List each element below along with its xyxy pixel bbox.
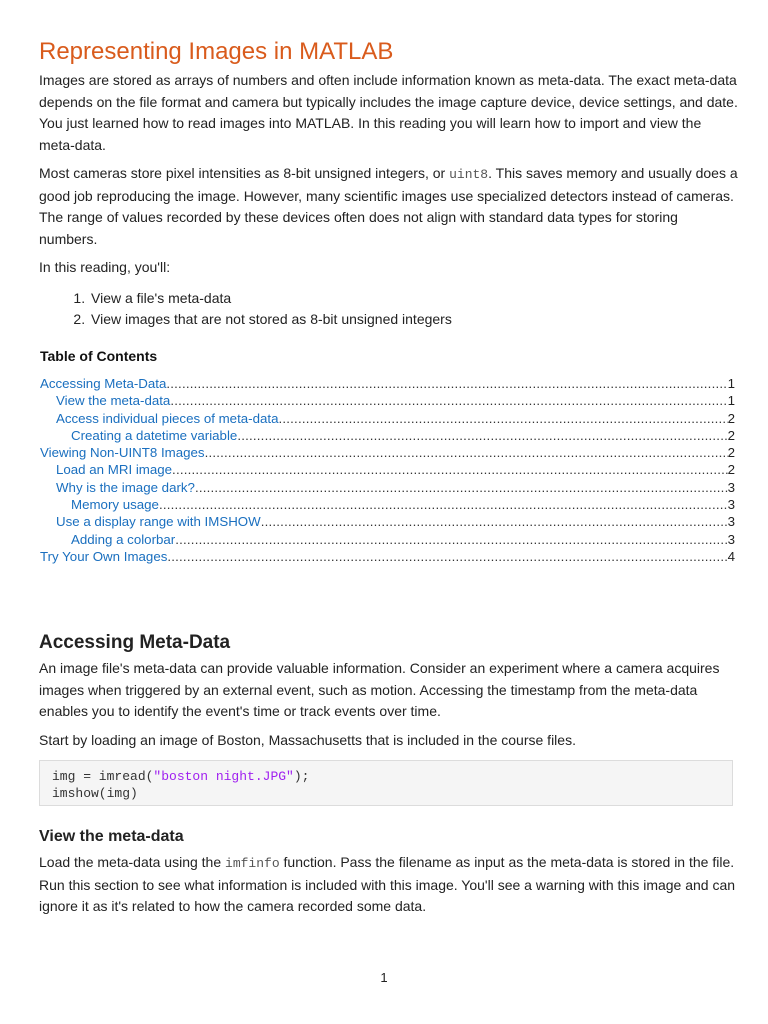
- toc-leader-dots: [167, 548, 727, 565]
- toc-link[interactable]: Load an MRI image: [56, 462, 173, 478]
- code-line: imshow(img): [52, 786, 138, 801]
- intro-paragraph-1: Images are stored as arrays of numbers and often include information known as meta-data. The exact meta-data depends on the file format and camera but typically includes the image capture device, device settings, and date. You just learned how to read images into MATLAB. In this reading you will learn how to import and view the meta-data.: [39, 72, 738, 153]
- toc-leader-dots: [172, 461, 728, 478]
- toc-row: [40, 496, 735, 513]
- toc-leader-dots: [175, 531, 727, 548]
- toc-link[interactable]: Memory usage: [71, 497, 159, 513]
- toc-row: [40, 531, 735, 548]
- toc-link[interactable]: Adding a colorbar: [71, 531, 176, 547]
- page-title: Representing Images in MATLAB: [39, 38, 394, 65]
- toc-row: [40, 479, 735, 496]
- intro-paragraph-2: Most cameras store pixel intensities as 8-bit unsigned integers, or uint8. This saves memory and usually does a good job reproducing the image. However, many scientific images use specialized detectors instead of cameras. The range of values recorded by these devices often does not align with standard data types for storing numbers.: [39, 165, 738, 247]
- toc-leader-dots: [166, 375, 727, 392]
- toc-page-number: 3: [727, 531, 735, 547]
- toc-page-number: 2: [727, 427, 735, 443]
- toc-page-number: 2: [727, 462, 735, 478]
- toc-page-number: 1: [727, 393, 735, 409]
- toc-link[interactable]: Viewing Non-UINT8 Images: [40, 445, 205, 461]
- section1-paragraph-2: Start by loading an image of Boston, Massachusetts that is included in the course files.: [39, 732, 576, 748]
- toc-link[interactable]: Creating a datetime variable: [71, 427, 238, 443]
- toc-row: [40, 444, 735, 461]
- toc-leader-dots: [261, 513, 728, 530]
- list-item: 2. View images that are not stored as 8-bit unsigned integers: [89, 309, 452, 330]
- toc-link[interactable]: Why is the image dark?: [56, 479, 195, 495]
- toc-title: Table of Contents: [40, 348, 158, 364]
- subsection-heading-view-meta-data: View the meta-data: [39, 828, 184, 845]
- inline-code-imfinfo: imfinfo: [225, 856, 280, 871]
- page-number: 1: [380, 970, 388, 985]
- toc-page-number: 2: [727, 445, 735, 461]
- toc-page-number: 3: [727, 497, 735, 513]
- code-line: img = imread("boston night.JPG");: [52, 769, 310, 784]
- section-heading-accessing-meta-data: Accessing Meta-Data: [39, 632, 231, 653]
- toc-row: [40, 427, 735, 444]
- toc-link[interactable]: Accessing Meta-Data: [40, 376, 167, 391]
- toc-link[interactable]: View the meta-data: [56, 393, 171, 409]
- toc-link[interactable]: Access individual pieces of meta-data: [56, 410, 279, 426]
- toc-row: [40, 513, 735, 530]
- toc-row: [40, 548, 735, 565]
- toc-page-number: 3: [727, 514, 735, 530]
- toc-leader-dots: [170, 392, 727, 409]
- toc-leader-dots: [237, 427, 727, 444]
- section1-paragraph-1: An image file's meta-data can provide valuable information. Consider an experiment where a camera acquires images when triggered by an external event, such as motion. Accessing the timestamp from the meta-data enables you to identify the event's time or track events over time.: [39, 660, 720, 719]
- list-item: 1. View a file's meta-data: [89, 288, 452, 309]
- toc-leader-dots: [195, 479, 728, 496]
- toc-leader-dots: [159, 496, 728, 513]
- toc-row: [40, 392, 735, 409]
- table-of-contents: [40, 375, 735, 565]
- objectives-list: [69, 288, 452, 330]
- toc-link[interactable]: Try Your Own Images: [40, 548, 168, 564]
- toc-leader-dots: [278, 410, 727, 427]
- code-string: "boston night.JPG": [153, 769, 294, 784]
- intro-paragraph-3: In this reading, you'll:: [39, 259, 171, 275]
- section2-paragraph-1: Load the meta-data using the imfinfo function. Pass the filename as input as the meta-data is stored in the file. Run this section to see what information is included with this image. You'll see a warning with this image and can ignore it as it's related to how the camera recorded some data.: [39, 854, 736, 914]
- toc-link[interactable]: Use a display range with IMSHOW: [56, 514, 261, 530]
- toc-page-number: 1: [727, 376, 735, 391]
- inline-code-uint8: uint8: [449, 167, 489, 182]
- toc-page-number: 2: [727, 410, 735, 426]
- toc-row: [40, 461, 735, 478]
- toc-page-number: 4: [727, 548, 735, 564]
- toc-leader-dots: [205, 444, 728, 461]
- toc-page-number: 3: [727, 479, 735, 495]
- toc-row: [40, 410, 735, 427]
- code-block[interactable]: [39, 760, 733, 806]
- toc-row: [40, 375, 735, 392]
